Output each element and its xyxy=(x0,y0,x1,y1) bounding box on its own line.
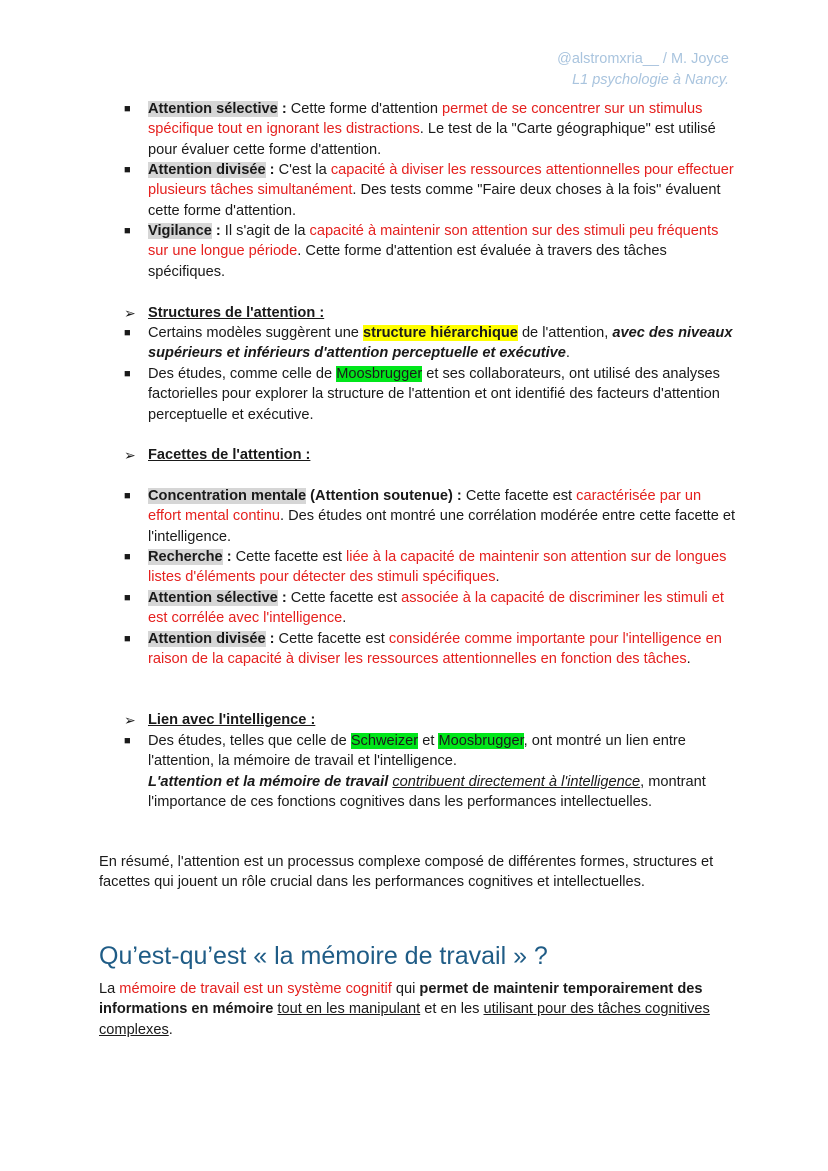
bullet-marker: ■ xyxy=(124,735,131,747)
term: Vigilance xyxy=(148,223,212,239)
term: Attention sélective xyxy=(148,590,278,606)
author-credit: @alstromxria__ / M. Joyce xyxy=(557,51,729,67)
term: Attention divisée xyxy=(148,162,266,178)
term: Attention sélective xyxy=(148,101,278,117)
bullet-marker: ■ xyxy=(124,551,131,563)
bullet-marker: ■ xyxy=(124,368,131,380)
definition-paragraph: La mémoire de travail est un système cognitif qui permet de maintenir temporairement des informations en mémoire tout en les manipulant et en les utilisant pour des tâches cognitives complexes. xyxy=(99,981,710,1038)
arrow-bullet: ➢ xyxy=(124,712,136,728)
section-title-lien: Lien avec l'intelligence : xyxy=(148,712,316,728)
bullet-marker: ■ xyxy=(124,225,131,237)
bullet-marker: ■ xyxy=(124,592,131,604)
bullet-marker: ■ xyxy=(124,327,131,339)
list-item-form-selective: ■ Attention sélective : Cette forme d'attention permet de se concentrer sur un stimulus spécifique tout en ignorant les distractions. Le test de la "Carte géographique" est utilisé pour évaluer cette forme d'attention. xyxy=(124,101,716,158)
bullet-marker: ■ xyxy=(124,633,131,645)
highlight: Moosbrugger xyxy=(438,733,524,749)
term: Attention divisée xyxy=(148,631,266,647)
bullet-marker: ■ xyxy=(124,490,131,502)
bullet-marker: ■ xyxy=(124,164,131,176)
bullet-marker: ■ xyxy=(124,103,131,115)
section-heading: Qu’est-qu’est « la mémoire de travail » ? xyxy=(99,942,548,970)
list-item-facet-selective: ■ Attention sélective : Cette facette est associée à la capacité de discriminer les stimuli et est corrélée avec l'intelligence. xyxy=(124,590,724,627)
highlight: Schweizer xyxy=(350,733,419,749)
summary-paragraph: En résumé, l'attention est un processus complexe composé de différentes formes, structures et facettes qui jouent un rôle crucial dans les performances cognitives et intellectuelles. xyxy=(99,854,714,891)
list-item-structure-studies: ■ Des études, comme celle de Moosbrugger et ses collaborateurs, ont utilisé des analyses factorielles pour explorer la structure de l'attention et ont identifié des facteurs d'attention perceptuelle et exécutive. xyxy=(124,366,720,423)
arrow-bullet: ➢ xyxy=(124,305,136,321)
course-credit: L1 psychologie à Nancy. xyxy=(572,72,729,88)
section-title-structures: Structures de l'attention : xyxy=(148,305,325,321)
section-title-facettes: Facettes de l'attention : xyxy=(148,447,311,463)
arrow-bullet: ➢ xyxy=(124,447,136,463)
list-item-facet-concentration: ■ Concentration mentale (Attention soutenue) : Cette facette est caractérisée par un effort mental continu. Des études ont montré une corrélation modérée entre cette facette et l'intelligence. xyxy=(124,488,736,545)
list-item-facet-divided: ■ Attention divisée : Cette facette est considérée comme importante pour l'intelligence en raison de la capacité à diviser les ressources attentionnelles en fonction des tâches. xyxy=(124,631,722,668)
highlight: structure hiérarchique xyxy=(362,325,518,341)
list-item-form-vigilance: ■ Vigilance : Il s'agit de la capacité à maintenir son attention sur des stimuli peu fréquents sur une longue période. Cette forme d'attention est évaluée à travers des tâches spécifiques. xyxy=(124,223,719,280)
term: Recherche xyxy=(148,549,223,565)
list-item-structure-hierarchy: ■ Certains modèles suggèrent une structure hiérarchique de l'attention, avec des niveaux supérieurs et inférieurs d'attention perceptuelle et exécutive. xyxy=(124,325,733,362)
page-header xyxy=(557,49,729,91)
term: Concentration mentale xyxy=(148,488,307,504)
list-item-lien: ■ Des études, telles que celle de Schweizer et Moosbrugger, ont montré un lien entre l'attention, la mémoire de travail et l'intelligence. L'attention et la mémoire de travail contribuent directement à l'intelligence, montrant l'importance de ces fonctions cognitives dans les performances intellectuelles. xyxy=(124,733,706,810)
list-item-facet-search: ■ Recherche : Cette facette est liée à la capacité de maintenir son attention sur de longues listes d'éléments pour détecter des stimuli spécifiques. xyxy=(124,549,727,586)
highlight: Moosbrugger xyxy=(336,366,423,382)
list-item-form-divided: ■ Attention divisée : C'est la capacité à diviser les ressources attentionnelles pour effectuer plusieurs tâches simultanément. Des tests comme "Faire deux choses à la fois" évaluent cette forme d'attention. xyxy=(124,162,734,219)
